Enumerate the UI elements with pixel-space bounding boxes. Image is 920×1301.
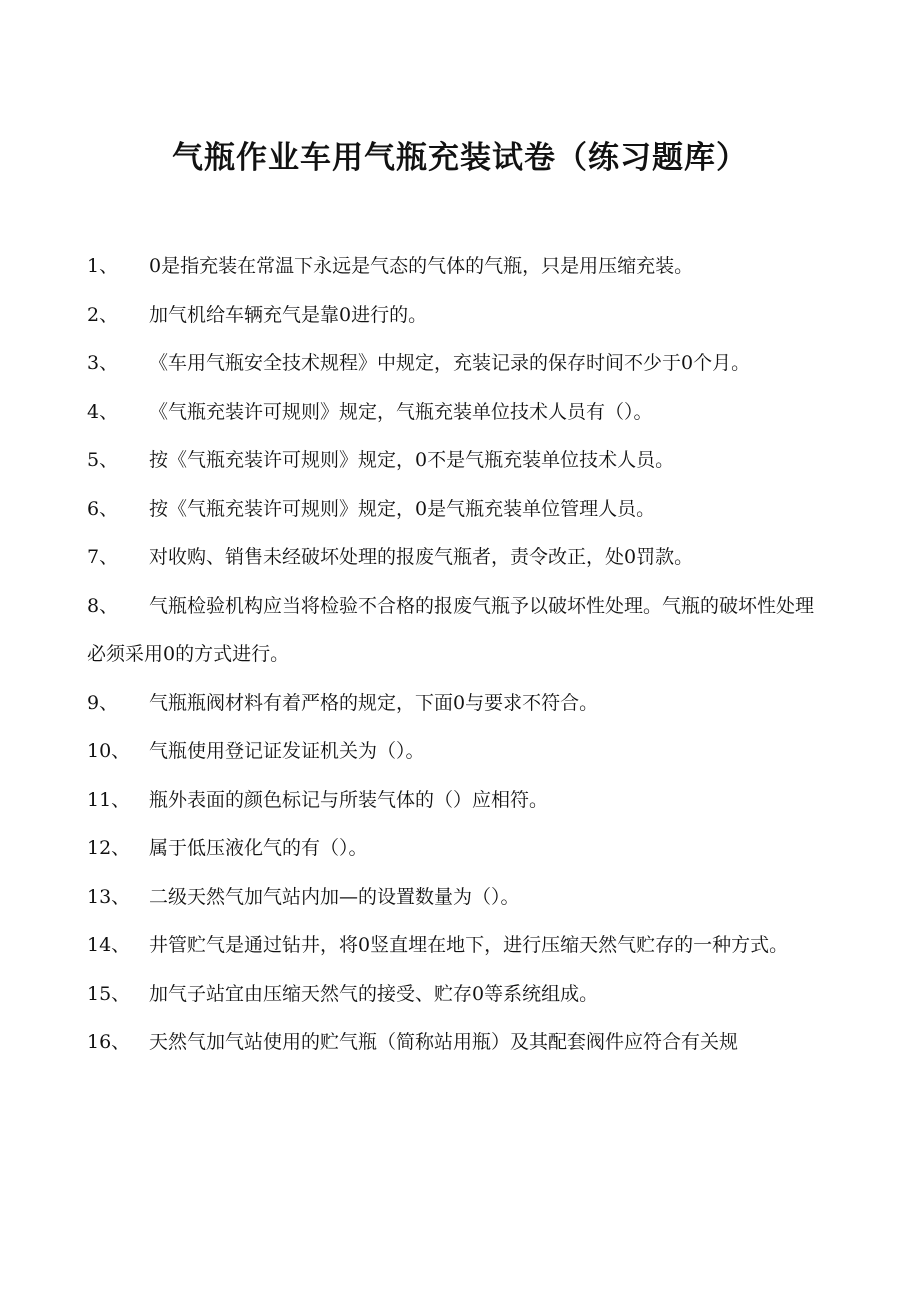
question-item <box>87 679 827 728</box>
question-item <box>87 388 827 437</box>
question-text: 气瓶瓶阀材料有着严格的规定，下面0与要求不符合。 <box>149 691 599 714</box>
question-text: 天然气加气站使用的贮气瓶（简称站用瓶）及其配套阀件应符合有关规 <box>149 1031 739 1053</box>
question-item <box>87 291 827 340</box>
question-list <box>87 242 827 1067</box>
page-title: 气瓶作业车用气瓶充装试卷（练习题库） <box>172 139 748 176</box>
question-item <box>87 873 827 922</box>
question-number: 15、 <box>87 982 131 1005</box>
question-number: 10、 <box>87 740 131 762</box>
question-number: 16、 <box>87 1031 131 1053</box>
question-number: 14、 <box>87 934 131 956</box>
question-number: 3、 <box>87 352 119 374</box>
question-number: 8、 <box>87 594 119 617</box>
question-text: 0是指充装在常温下永远是气态的气体的气瓶，只是用压缩充装。 <box>149 255 694 277</box>
question-text: 按《气瓶充装许可规则》规定，0不是气瓶充装单位技术人员。 <box>149 449 675 471</box>
question-text: 瓶外表面的颜色标记与所装气体的（）应相符。 <box>149 788 549 811</box>
question-item <box>87 485 827 534</box>
question-number: 5、 <box>87 449 119 471</box>
question-item <box>87 436 827 485</box>
question-number: 11、 <box>87 788 131 811</box>
question-item <box>87 824 827 873</box>
question-item <box>87 970 827 1019</box>
question-text: 属于低压液化气的有（）。 <box>149 837 368 859</box>
question-item <box>87 1018 827 1067</box>
question-item <box>87 776 827 825</box>
question-number: 7、 <box>87 546 119 568</box>
question-text: 按《气瓶充装许可规则》规定，0是气瓶充装单位管理人员。 <box>149 497 656 520</box>
question-number: 1、 <box>87 255 119 277</box>
question-item <box>87 242 827 291</box>
question-text: 《车用气瓶安全技术规程》中规定，充装记录的保存时间不少于0个月。 <box>149 352 751 374</box>
question-text: 对收购、销售未经破坏处理的报废气瓶者，责令改正，处0罚款。 <box>149 546 694 568</box>
question-text: 加气机给车辆充气是靠0进行的。 <box>149 303 428 326</box>
question-number: 6、 <box>87 497 119 520</box>
question-number: 9、 <box>87 691 119 714</box>
question-number: 13、 <box>87 885 131 908</box>
question-item <box>87 533 827 582</box>
question-text: 井管贮气是通过钻井，将0竖直埋在地下，进行压缩天然气贮存的一种方式。 <box>149 934 789 956</box>
question-text: 气瓶使用登记证发证机关为（）。 <box>149 740 425 762</box>
question-text: 《气瓶充装许可规则》规定，气瓶充装单位技术人员有（）。 <box>149 400 653 423</box>
question-text: 加气子站宜由压缩天然气的接受、贮存0等系统组成。 <box>149 982 599 1005</box>
question-item <box>87 727 827 776</box>
question-item <box>87 582 827 679</box>
question-number: 4、 <box>87 400 119 423</box>
question-text: 气瓶检验机构应当将检验不合格的报废气瓶予以破坏性处理。气瓶的破坏性处理必须采用0的方式进行。 <box>87 594 815 665</box>
question-number: 12、 <box>87 837 131 859</box>
question-number: 2、 <box>87 303 119 326</box>
question-item <box>87 339 827 388</box>
question-text: 二级天然气加气站内加—的设置数量为（）。 <box>149 885 520 908</box>
question-item <box>87 921 827 970</box>
